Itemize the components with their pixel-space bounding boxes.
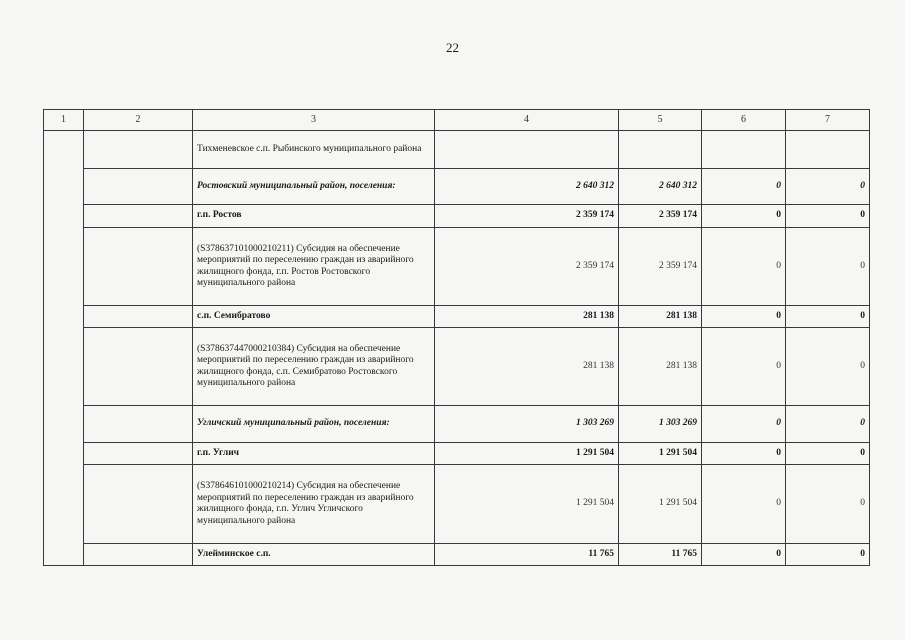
column-2-cell <box>84 306 193 328</box>
column-4-value: 2 359 174 <box>435 228 619 306</box>
column-5-value: 11 765 <box>619 544 702 566</box>
table-row <box>44 205 870 228</box>
column-5-value: 2 640 312 <box>619 169 702 205</box>
table-row <box>44 169 870 205</box>
column-4-value: 281 138 <box>435 328 619 406</box>
column-6-value: 0 <box>702 205 786 228</box>
table-row <box>44 328 870 406</box>
column-5-value: 2 359 174 <box>619 205 702 228</box>
column-7-value: 0 <box>786 205 870 228</box>
row-name: (S378637101000210211) Субсидия на обеспечение мероприятий по переселению граждан из аварийного жилищного фонда, г.п. Ростов Ростовского муниципального района <box>193 228 435 306</box>
column-6-value: 0 <box>702 443 786 465</box>
column-header: 2 <box>84 110 193 131</box>
column-2-cell <box>84 443 193 465</box>
column-5-value: 2 359 174 <box>619 228 702 306</box>
row-name: г.п. Углич <box>193 443 435 465</box>
column-7-value: 0 <box>786 443 870 465</box>
column-6-value: 0 <box>702 406 786 443</box>
column-2-cell <box>84 205 193 228</box>
column-7-value: 0 <box>786 544 870 566</box>
column-header: 3 <box>193 110 435 131</box>
column-2-cell <box>84 131 193 169</box>
budget-table <box>43 109 870 566</box>
column-6-value: 0 <box>702 306 786 328</box>
row-name: (S378646101000210214) Субсидия на обеспечение мероприятий по переселению граждан из аварийного жилищного фонда, г.п. Углич Угличского муниципального района <box>193 465 435 544</box>
table-row <box>44 306 870 328</box>
column-header: 7 <box>786 110 870 131</box>
column-4-value: 1 291 504 <box>435 443 619 465</box>
column-1-cell <box>44 131 84 566</box>
column-2-cell <box>84 406 193 443</box>
column-4-value: 1 303 269 <box>435 406 619 443</box>
column-2-cell <box>84 228 193 306</box>
column-7-value: 0 <box>786 169 870 205</box>
column-5-value: 281 138 <box>619 328 702 406</box>
column-5-value: 1 291 504 <box>619 443 702 465</box>
column-4-value: 1 291 504 <box>435 465 619 544</box>
column-7-value: 0 <box>786 328 870 406</box>
row-name: Угличский муниципальный район, поселения: <box>193 406 435 443</box>
column-5-value <box>619 131 702 169</box>
table-header-row <box>44 110 870 131</box>
row-name: г.п. Ростов <box>193 205 435 228</box>
row-name: Улейминское с.п. <box>193 544 435 566</box>
column-header: 6 <box>702 110 786 131</box>
column-7-value: 0 <box>786 406 870 443</box>
column-4-value: 11 765 <box>435 544 619 566</box>
column-6-value: 0 <box>702 544 786 566</box>
row-name: с.п. Семибратово <box>193 306 435 328</box>
table-row <box>44 406 870 443</box>
column-5-value: 281 138 <box>619 306 702 328</box>
table-row <box>44 228 870 306</box>
column-header: 4 <box>435 110 619 131</box>
column-7-value: 0 <box>786 465 870 544</box>
column-header: 5 <box>619 110 702 131</box>
column-7-value: 0 <box>786 306 870 328</box>
column-2-cell <box>84 328 193 406</box>
column-6-value: 0 <box>702 328 786 406</box>
column-4-value: 281 138 <box>435 306 619 328</box>
table-row <box>44 544 870 566</box>
column-4-value: 2 359 174 <box>435 205 619 228</box>
column-2-cell <box>84 169 193 205</box>
column-6-value: 0 <box>702 169 786 205</box>
row-name: Ростовский муниципальный район, поселения: <box>193 169 435 205</box>
column-6-value: 0 <box>702 228 786 306</box>
page-number: 22 <box>446 40 459 55</box>
column-7-value: 0 <box>786 228 870 306</box>
column-header: 1 <box>44 110 84 131</box>
row-name: Тихменевское с.п. Рыбинского муниципального района <box>193 131 435 169</box>
table-row <box>44 131 870 169</box>
column-2-cell <box>84 544 193 566</box>
column-5-value: 1 303 269 <box>619 406 702 443</box>
column-2-cell <box>84 465 193 544</box>
table-row <box>44 465 870 544</box>
table-row <box>44 443 870 465</box>
column-5-value: 1 291 504 <box>619 465 702 544</box>
column-6-value: 0 <box>702 465 786 544</box>
column-6-value <box>702 131 786 169</box>
column-4-value <box>435 131 619 169</box>
row-name: (S378637447000210384) Субсидия на обеспечение мероприятий по переселению граждан из аварийного жилищного фонда, с.п. Семибратово Ростовского муниципального района <box>193 328 435 406</box>
column-7-value <box>786 131 870 169</box>
column-4-value: 2 640 312 <box>435 169 619 205</box>
